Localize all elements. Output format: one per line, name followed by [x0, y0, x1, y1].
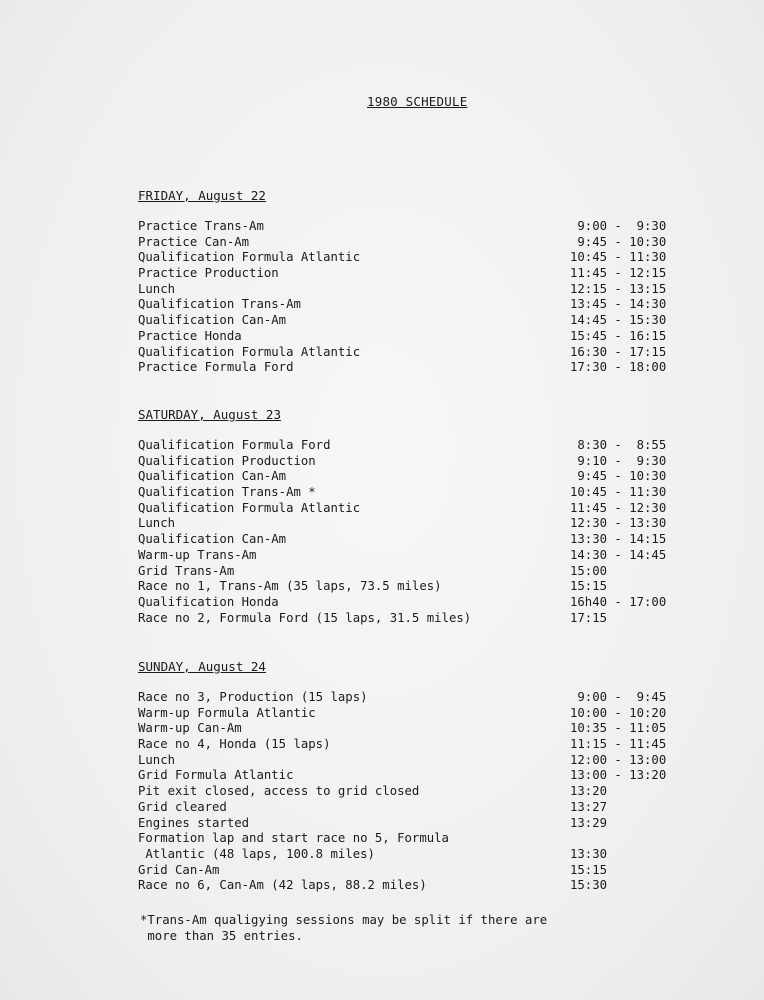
schedule-row [138, 768, 678, 784]
schedule-row [138, 438, 678, 454]
event-name: Lunch [138, 516, 176, 531]
event-name: Warm-up Trans-Am [138, 547, 257, 562]
schedule-row [138, 784, 678, 800]
event-time: 15:15 [570, 862, 608, 877]
event-time: 14:30 - 14:45 [570, 547, 667, 562]
event-time: 13:30 [570, 846, 608, 861]
event-name: Qualification Can-Am [138, 469, 287, 484]
schedule-row [138, 235, 678, 251]
event-name: Practice Production [138, 266, 279, 281]
event-name: Qualification Trans-Am [138, 297, 301, 312]
schedule-list [138, 219, 678, 376]
schedule-row [138, 878, 678, 894]
event-time: 10:45 - 11:30 [570, 250, 667, 265]
event-name: Race no 4, Honda (15 laps) [138, 737, 331, 752]
schedule-row [138, 266, 678, 282]
schedule-row [138, 313, 678, 329]
event-name: Qualification Formula Ford [138, 438, 331, 452]
schedule-row [138, 611, 678, 627]
event-time: 13:29 [570, 815, 608, 830]
event-time: 17:30 - 18:00 [570, 360, 667, 375]
schedule-row [138, 690, 678, 706]
schedule-row [138, 863, 678, 879]
schedule-row [138, 501, 678, 517]
event-time: 12:30 - 13:30 [570, 516, 667, 531]
schedule-row [138, 548, 678, 564]
schedule-row [138, 737, 678, 753]
event-time: 9:10 - 9:30 [570, 453, 667, 468]
event-time: 10:00 - 10:20 [570, 705, 667, 720]
event-name: Warm-up Formula Atlantic [138, 705, 316, 720]
schedule-row [138, 595, 678, 611]
event-name: Race no 2, Formula Ford (15 laps, 31.5 miles) [138, 610, 472, 625]
event-name: Lunch [138, 752, 176, 767]
event-time: 15:00 [570, 563, 608, 578]
schedule-row [138, 721, 678, 737]
schedule-row [138, 706, 678, 722]
event-time: 12:00 - 13:00 [570, 752, 667, 767]
event-name: Race no 3, Production (15 laps) [138, 690, 368, 704]
event-time: 10:45 - 11:30 [570, 485, 667, 500]
page-title: 1980 SCHEDULE [367, 94, 468, 109]
event-time: 9:45 - 10:30 [570, 469, 667, 484]
event-time: 15:45 - 16:15 [570, 328, 667, 343]
schedule-row [138, 219, 678, 235]
schedule-row [138, 282, 678, 298]
event-name: Warm-up Can-Am [138, 721, 242, 736]
event-time: 13:45 - 14:30 [570, 297, 667, 312]
event-time: 8:30 - 8:55 [570, 438, 667, 452]
event-time: 9:00 - 9:30 [570, 219, 667, 233]
schedule-row [138, 532, 678, 548]
event-name: Grid cleared [138, 799, 227, 814]
event-name: Practice Can-Am [138, 234, 250, 249]
event-name: Race no 1, Trans-Am (35 laps, 73.5 miles) [138, 579, 442, 594]
schedule-row [138, 297, 678, 313]
event-time: 17:15 [570, 610, 608, 625]
event-time: 13:30 - 14:15 [570, 532, 667, 547]
event-time: 12:15 - 13:15 [570, 281, 667, 296]
schedule-row [138, 469, 678, 485]
schedule-row [138, 753, 678, 769]
event-name: Qualification Can-Am [138, 532, 287, 547]
section-heading: FRIDAY, August 22 [138, 188, 266, 203]
footnote: *Trans-Am qualigying sessions may be split if there are more than 35 entries. [140, 913, 548, 943]
event-name: Race no 6, Can-Am (42 laps, 88.2 miles) [138, 878, 427, 893]
section-friday [138, 188, 678, 376]
event-time: 11:15 - 11:45 [570, 737, 667, 752]
event-name: Grid Formula Atlantic [138, 768, 294, 783]
event-name: Formation lap and start race no 5, Formula Atlantic (48 laps, 100.8 miles) [138, 831, 449, 861]
event-name: Qualification Formula Atlantic [138, 250, 361, 265]
section-saturday [138, 407, 678, 626]
event-time: 15:30 [570, 878, 608, 893]
schedule-row [138, 516, 678, 532]
event-name: Pit exit closed, access to grid closed [138, 784, 420, 799]
schedule-row [138, 564, 678, 580]
event-time: 14:45 - 15:30 [570, 313, 667, 328]
event-name: Grid Can-Am [138, 862, 220, 877]
event-time: 13:00 - 13:20 [570, 768, 667, 783]
event-time: 11:45 - 12:30 [570, 500, 667, 515]
event-time: 15:15 [570, 579, 608, 594]
event-time: 13:27 [570, 799, 608, 814]
event-name: Lunch [138, 281, 176, 296]
schedule-list [138, 438, 678, 626]
schedule-row [138, 454, 678, 470]
event-name: Qualification Trans-Am * [138, 485, 316, 500]
schedule-row [138, 345, 678, 361]
schedule-row [138, 579, 678, 595]
section-heading: SUNDAY, August 24 [138, 659, 266, 674]
event-name: Qualification Production [138, 453, 316, 468]
event-name: Qualification Formula Atlantic [138, 344, 361, 359]
schedule-row [138, 816, 678, 832]
schedule-row [138, 485, 678, 501]
event-name: Qualification Formula Atlantic [138, 500, 361, 515]
event-time: 13:20 [570, 784, 608, 799]
schedule-row [138, 800, 678, 816]
event-time: 11:45 - 12:15 [570, 266, 667, 281]
event-name: Practice Honda [138, 328, 242, 343]
event-time: 9:00 - 9:45 [570, 690, 667, 704]
event-time: 16h40 - 17:00 [570, 594, 667, 609]
section-sunday [138, 659, 678, 894]
schedule-row [138, 250, 678, 266]
event-time: 16:30 - 17:15 [570, 344, 667, 359]
schedule-row [138, 831, 678, 862]
schedule-row [138, 329, 678, 345]
event-name: Engines started [138, 815, 250, 830]
event-name: Grid Trans-Am [138, 563, 235, 578]
section-heading: SATURDAY, August 23 [138, 407, 281, 422]
event-name: Qualification Honda [138, 594, 279, 609]
event-time: 9:45 - 10:30 [570, 234, 667, 249]
event-name: Qualification Can-Am [138, 313, 287, 328]
event-name: Practice Trans-Am [138, 219, 264, 233]
schedule-row [138, 360, 678, 376]
event-time: 10:35 - 11:05 [570, 721, 667, 736]
event-name: Practice Formula Ford [138, 360, 294, 375]
schedule-list [138, 690, 678, 894]
